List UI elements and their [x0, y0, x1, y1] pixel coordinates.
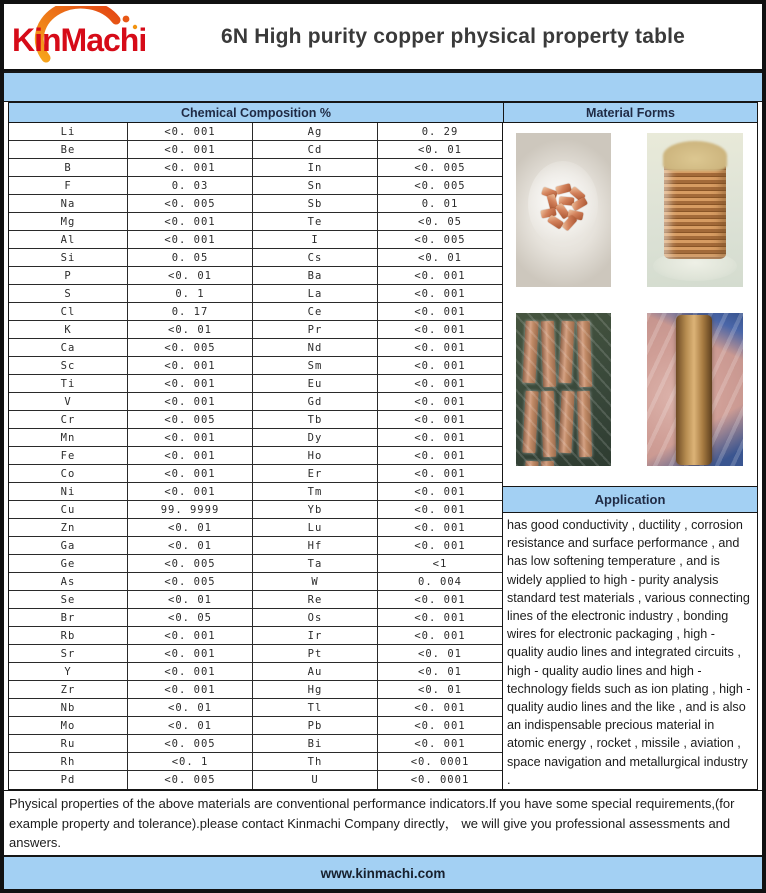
element-value: <0. 01 — [128, 537, 253, 555]
page-title: 6N High purity copper physical property table — [220, 24, 686, 48]
element-symbol: Th — [253, 753, 378, 771]
element-value: <0. 001 — [128, 483, 253, 501]
element-symbol: B — [9, 159, 128, 177]
element-symbol: F — [9, 177, 128, 195]
footnote-text: Physical properties of the above materials are conventional performance indicators.If you have some special requirements,(for example property and tolerance).please contact Kinmachi Company directly， we will give you professional assessments and answers. — [4, 790, 762, 855]
element-symbol: Nd — [253, 339, 378, 357]
element-symbol: Rb — [9, 627, 128, 645]
element-symbol: Co — [9, 465, 128, 483]
element-value: <0. 005 — [128, 555, 253, 573]
section-header-row — [4, 102, 762, 123]
element-symbol: Hg — [253, 681, 378, 699]
element-value: <0. 05 — [128, 609, 253, 627]
element-symbol: Tl — [253, 699, 378, 717]
element-value: <0. 001 — [378, 465, 502, 483]
element-symbol: Sc — [9, 357, 128, 375]
element-symbol: Ir — [253, 627, 378, 645]
element-value: <0. 01 — [378, 249, 502, 267]
main-content — [4, 123, 762, 790]
logo-text: KinMachi — [12, 21, 147, 58]
element-value: <0. 005 — [378, 159, 502, 177]
element-symbol: In — [253, 159, 378, 177]
element-value: <0. 001 — [378, 267, 502, 285]
element-value: <0. 01 — [128, 717, 253, 735]
coil-top-wrap — [663, 141, 727, 171]
element-symbol: Cd — [253, 141, 378, 159]
element-symbol: S — [9, 285, 128, 303]
element-value: <0. 001 — [378, 375, 502, 393]
element-symbol: Ge — [9, 555, 128, 573]
element-value: <0. 001 — [128, 447, 253, 465]
element-symbol: Er — [253, 465, 378, 483]
element-value: 0. 01 — [378, 195, 502, 213]
element-value: <0. 01 — [128, 519, 253, 537]
material-forms-photos — [503, 123, 757, 486]
element-value: <0. 005 — [128, 195, 253, 213]
photo-copper-strips — [516, 313, 611, 466]
element-symbol: Sr — [9, 645, 128, 663]
element-symbol: Bi — [253, 735, 378, 753]
element-value: 0. 05 — [128, 249, 253, 267]
element-symbol: P — [9, 267, 128, 285]
element-symbol: Se — [9, 591, 128, 609]
element-value: <0. 001 — [378, 609, 502, 627]
element-value: <0. 01 — [128, 591, 253, 609]
photo-copper-pellets — [516, 133, 611, 287]
element-symbol: Cs — [253, 249, 378, 267]
element-value: <0. 001 — [128, 159, 253, 177]
element-symbol: Cr — [9, 411, 128, 429]
element-symbol: Rh — [9, 753, 128, 771]
element-symbol: Ca — [9, 339, 128, 357]
element-symbol: K — [9, 321, 128, 339]
element-symbol: Tm — [253, 483, 378, 501]
element-value: <0. 001 — [128, 231, 253, 249]
copper-strips-grid — [521, 319, 606, 460]
element-symbol: Sm — [253, 357, 378, 375]
element-symbol: La — [253, 285, 378, 303]
element-symbol: Pd — [9, 771, 128, 789]
element-symbol: Yb — [253, 501, 378, 519]
element-symbol: Ru — [9, 735, 128, 753]
element-value: <0. 001 — [128, 627, 253, 645]
element-value: <0. 001 — [128, 141, 253, 159]
element-symbol: Au — [253, 663, 378, 681]
element-value: <0. 001 — [378, 627, 502, 645]
coil-body — [664, 163, 726, 259]
element-value: <0. 005 — [128, 573, 253, 591]
element-symbol: Hf — [253, 537, 378, 555]
element-symbol: Gd — [253, 393, 378, 411]
element-symbol: Be — [9, 141, 128, 159]
element-value: <0. 001 — [128, 645, 253, 663]
element-symbol: Tb — [253, 411, 378, 429]
element-value: <0. 001 — [378, 357, 502, 375]
element-value: <0. 001 — [378, 303, 502, 321]
photo-copper-rod — [647, 313, 743, 466]
element-symbol: Ho — [253, 447, 378, 465]
element-value: <0. 001 — [378, 411, 502, 429]
element-symbol: Os — [253, 609, 378, 627]
application-text: has good conductivity , ductility , corrosion resistance and surface performance , and has low softening temperature , and is widely applied to high - purity analysis standard test materials , various connecting lines of the electronic industry , bonding wires for electronic packaging , high - quality audio lines and integrated circuits , high - quality audio lines and high - technology fields such as ion plating , high - quality audio lines and the like , and is also an indispensable precious material in atomic energy , rocket , missile , aviation , space navigation and metallurgical industry . — [507, 517, 751, 787]
element-value: <0. 01 — [128, 267, 253, 285]
element-value: <0. 001 — [128, 213, 253, 231]
element-value: <0. 001 — [378, 429, 502, 447]
element-value: 0. 004 — [378, 573, 502, 591]
kinmachi-logo — [4, 6, 209, 68]
element-value: <0. 0001 — [378, 753, 502, 771]
element-value: <0. 005 — [378, 177, 502, 195]
copper-pellets-cluster — [540, 185, 590, 231]
element-symbol: Ga — [9, 537, 128, 555]
element-symbol: Ba — [253, 267, 378, 285]
element-value: <0. 001 — [128, 429, 253, 447]
element-value: <0. 001 — [378, 537, 502, 555]
element-symbol: Dy — [253, 429, 378, 447]
element-value: 99. 9999 — [128, 501, 253, 519]
logo-swoosh-icon — [4, 6, 209, 68]
element-symbol: Nb — [9, 699, 128, 717]
element-symbol: Mo — [9, 717, 128, 735]
element-value: <1 — [378, 555, 502, 573]
chemical-composition-header: Chemical Composition % — [8, 102, 503, 123]
element-symbol: Na — [9, 195, 128, 213]
element-value: <0. 001 — [378, 501, 502, 519]
element-value: <0. 001 — [378, 699, 502, 717]
element-symbol: Ce — [253, 303, 378, 321]
element-symbol: Ti — [9, 375, 128, 393]
element-symbol: Cu — [9, 501, 128, 519]
element-symbol: Fe — [9, 447, 128, 465]
application-header: Application — [503, 486, 757, 513]
element-value: <0. 001 — [128, 357, 253, 375]
element-symbol: Re — [253, 591, 378, 609]
element-value: <0. 005 — [128, 411, 253, 429]
element-value: <0. 001 — [128, 123, 253, 141]
element-value: <0. 001 — [378, 717, 502, 735]
element-symbol: Pb — [253, 717, 378, 735]
element-value: <0. 001 — [378, 393, 502, 411]
element-value: <0. 001 — [128, 663, 253, 681]
element-value: 0. 29 — [378, 123, 502, 141]
element-value: <0. 005 — [128, 339, 253, 357]
element-symbol: I — [253, 231, 378, 249]
element-symbol: Pt — [253, 645, 378, 663]
element-symbol: U — [253, 771, 378, 789]
element-value: 0. 17 — [128, 303, 253, 321]
element-value: <0. 001 — [128, 681, 253, 699]
photo-copper-wire-coil — [647, 133, 743, 287]
element-symbol: Pr — [253, 321, 378, 339]
element-value: 0. 03 — [128, 177, 253, 195]
element-value: <0. 0001 — [410, 774, 470, 786]
copper-rod-bar — [676, 315, 712, 465]
element-value: <0. 001 — [378, 591, 502, 609]
element-value: <0. 001 — [128, 375, 253, 393]
element-value: <0. 001 — [378, 447, 502, 465]
element-symbol: Sb — [253, 195, 378, 213]
element-symbol: Zn — [9, 519, 128, 537]
element-symbol: Mg — [9, 213, 128, 231]
element-symbol: Cl — [9, 303, 128, 321]
element-value: <0. 001 — [378, 285, 502, 303]
element-symbol: W — [253, 573, 378, 591]
element-value: <0. 01 — [378, 681, 502, 699]
element-value: <0. 001 — [378, 483, 502, 501]
element-value: <0. 01 — [128, 699, 253, 717]
element-value: <0. 005 — [128, 735, 253, 753]
page-header — [4, 4, 762, 71]
element-symbol: Br — [9, 609, 128, 627]
element-value: <0. 01 — [378, 645, 502, 663]
element-value: <0. 01 — [128, 321, 253, 339]
element-value: <0. 05 — [378, 213, 502, 231]
element-symbol: Zr — [9, 681, 128, 699]
element-symbol: Li — [9, 123, 128, 141]
element-value: <0. 005 — [378, 231, 502, 249]
element-symbol: Lu — [253, 519, 378, 537]
element-symbol: Ag — [253, 123, 378, 141]
footer-band — [4, 855, 762, 889]
composition-table — [8, 123, 503, 790]
element-value: <0. 1 — [128, 753, 253, 771]
element-value: <0. 01 — [378, 141, 502, 159]
element-symbol: Mn — [9, 429, 128, 447]
element-symbol: Al — [9, 231, 128, 249]
element-value: 0. 1 — [128, 285, 253, 303]
element-symbol: Si — [9, 249, 128, 267]
element-value: <0. 001 — [378, 321, 502, 339]
element-symbol: Eu — [253, 375, 378, 393]
element-value: <0. 01 — [378, 663, 502, 681]
material-forms-header: Material Forms — [503, 102, 758, 123]
element-value: <0. 001 — [378, 735, 502, 753]
element-symbol: V — [9, 393, 128, 411]
blue-divider-band — [4, 71, 762, 102]
element-symbol: As — [9, 573, 128, 591]
element-value: <0. 001 — [378, 339, 502, 357]
element-value: <0. 001 — [378, 519, 502, 537]
element-symbol: Ta — [253, 555, 378, 573]
element-symbol: Te — [253, 213, 378, 231]
right-panel — [503, 123, 758, 790]
element-value: <0. 001 — [128, 465, 253, 483]
element-symbol: Ni — [9, 483, 128, 501]
element-symbol: Sn — [253, 177, 378, 195]
element-symbol: Y — [9, 663, 128, 681]
element-value: <0. 001 — [128, 393, 253, 411]
element-value: <0. 005 — [128, 771, 253, 789]
website-url: www.kinmachi.com — [320, 865, 446, 881]
